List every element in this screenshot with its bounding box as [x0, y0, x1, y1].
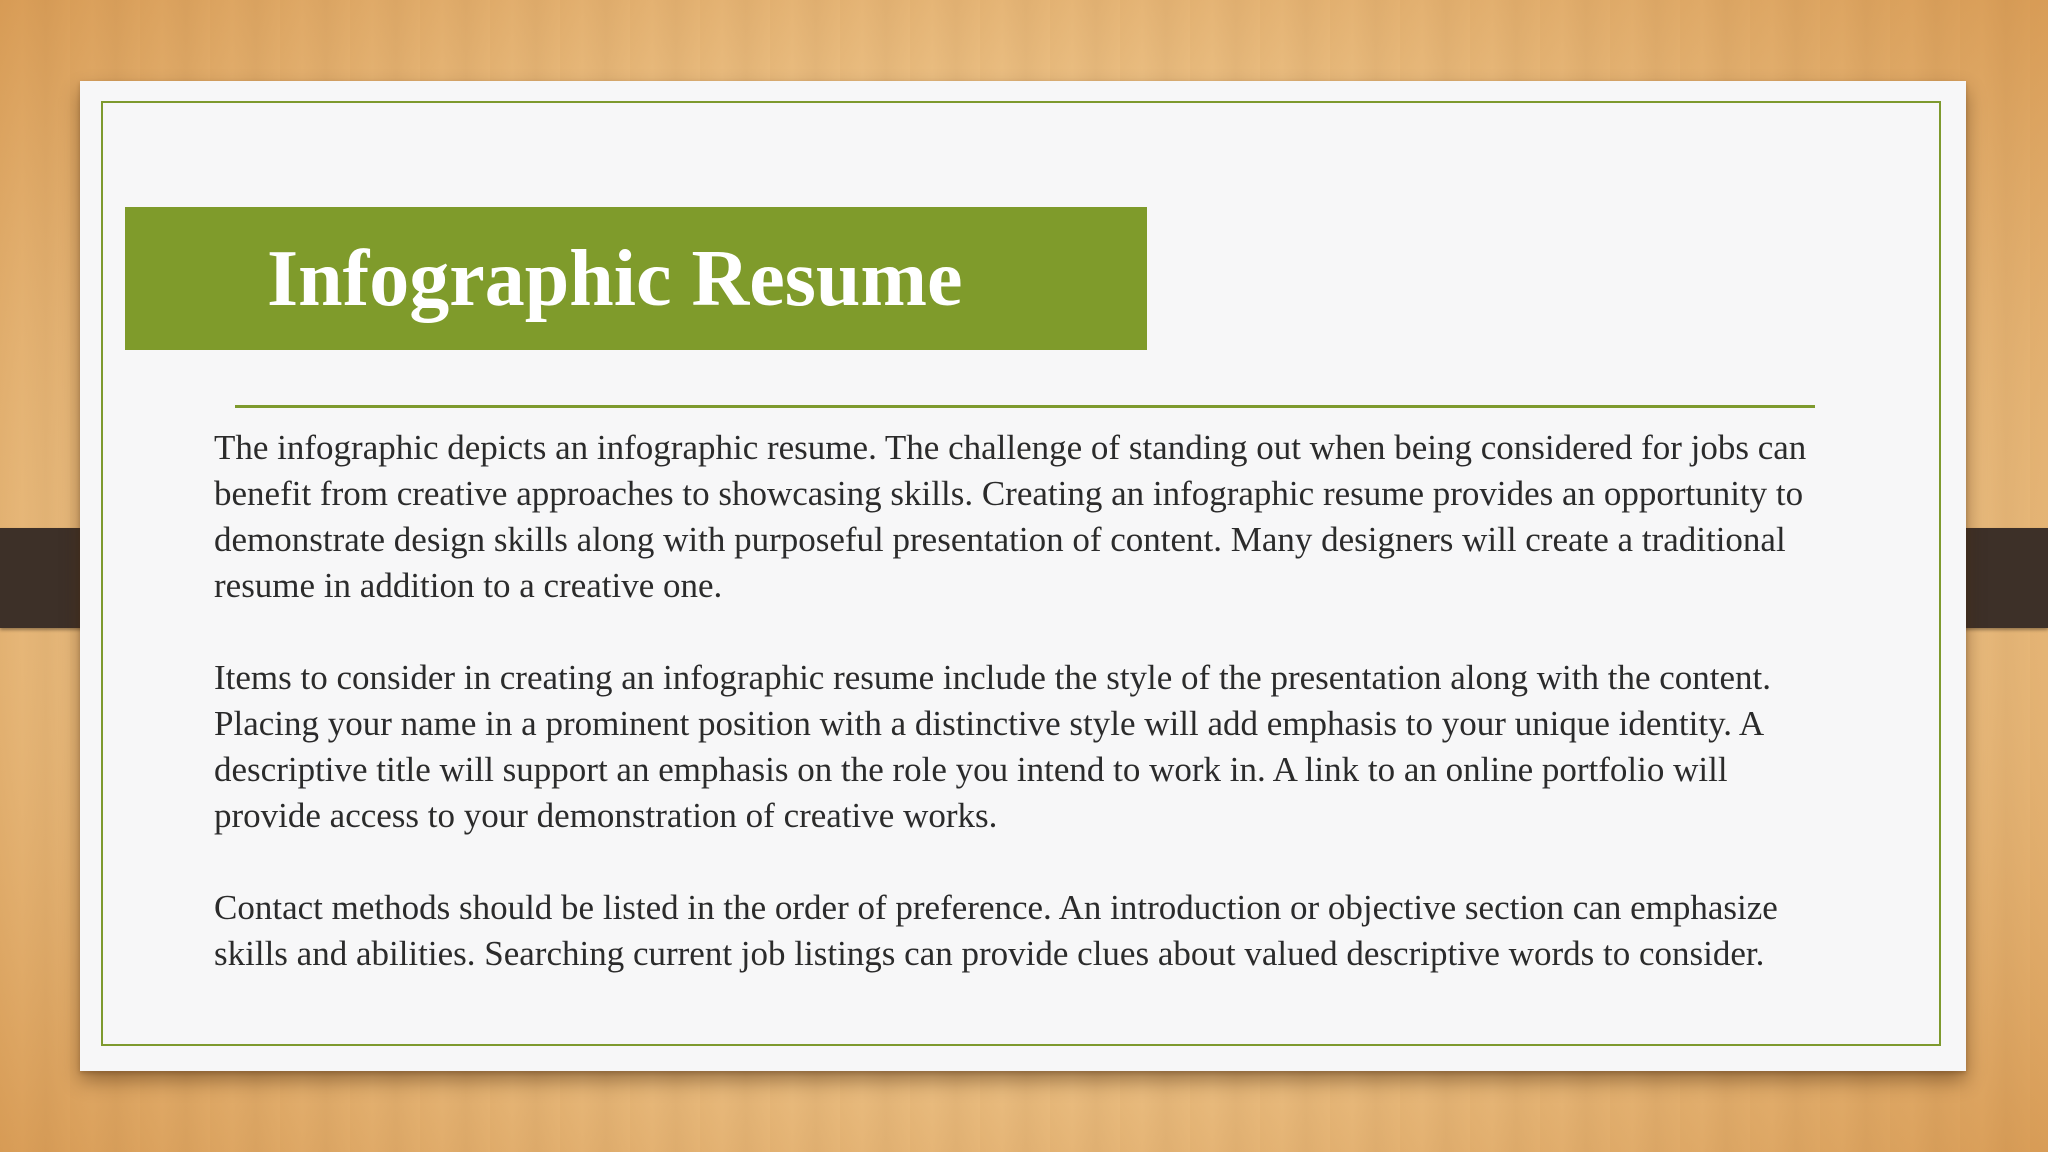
body-paragraph-1: The infographic depicts an infographic resume. The challenge of standing out when being considered for jobs can benefit from creative approaches to showcasing skills. Creating an infographic resume provides an opportunity to demonstrate design skills along with purposeful presentation of content. Many designers will create a traditional resume in addition to a creative one.: [214, 428, 1807, 605]
body-paragraph-3: Contact methods should be listed in the order of preference. An introduction or objective section can emphasize skills and abilities. Searching current job listings can provide clues about valued descriptive words to consider.: [214, 888, 1778, 973]
slide-body: [214, 425, 1834, 1023]
title-banner: [125, 207, 1147, 350]
body-paragraph-2: Items to consider in creating an infographic resume include the style of the presentation along with the content. Placing your name in a prominent position with a distinctive style will add emphasis to your unique identity. A descriptive title will support an emphasis on the role you intend to work in. A link to an online portfolio will provide access to your demonstration of creative works.: [214, 658, 1772, 835]
title-divider: [235, 405, 1815, 408]
slide-title: Infographic Resume: [267, 235, 963, 323]
